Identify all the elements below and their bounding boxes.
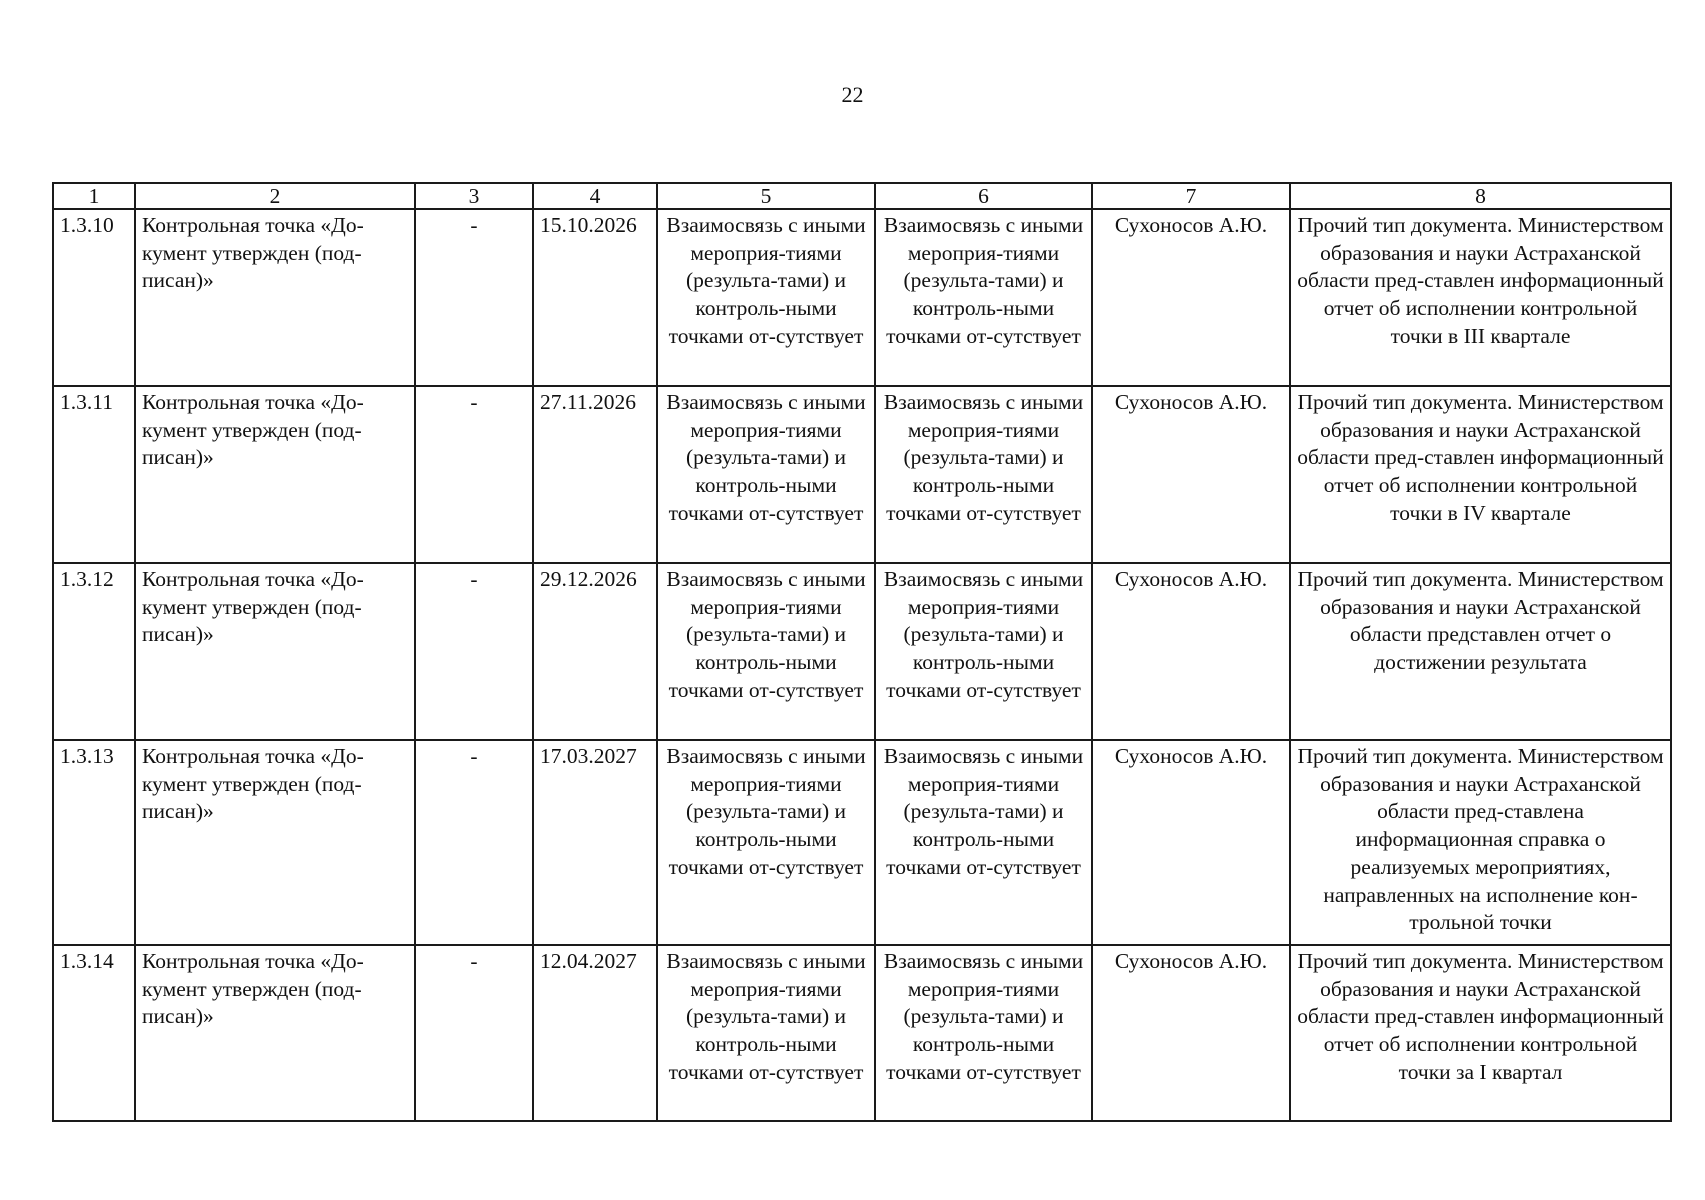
responsible-person: Сухоносов А.Ю. bbox=[1092, 209, 1290, 386]
header-col-2: 2 bbox=[135, 183, 415, 209]
document-description: Прочий тип документа. Министерством образования и науки Астраханской области пред-ставлен информационный отчет об исполнении контрольной точки в III квартале bbox=[1290, 209, 1671, 386]
relation-previous: Взаимосвязь с иными мероприя-тиями (результа-тами) и контроль-ными точками от-сутствует bbox=[657, 945, 875, 1121]
deadline-date: 12.04.2027 bbox=[533, 945, 657, 1121]
deadline-date: 27.11.2026 bbox=[533, 386, 657, 563]
table-header-row bbox=[53, 183, 1671, 209]
table-row bbox=[53, 740, 1671, 945]
document-description: Прочий тип документа. Министерством образования и науки Астраханской области пред-ставлена информационная справка о реализуемых мероприятиях, направленных на исполнение кон-трольной точки bbox=[1290, 740, 1671, 945]
relation-next: Взаимосвязь с иными мероприя-тиями (результа-тами) и контроль-ными точками от-сутствует bbox=[875, 740, 1092, 945]
row-number: 1.3.10 bbox=[53, 209, 135, 386]
header-col-3: 3 bbox=[415, 183, 533, 209]
table-row bbox=[53, 209, 1671, 386]
responsible-person: Сухоносов А.Ю. bbox=[1092, 945, 1290, 1121]
column-3-value: - bbox=[415, 386, 533, 563]
table-row bbox=[53, 563, 1671, 740]
control-points-table bbox=[52, 182, 1672, 1122]
column-3-value: - bbox=[415, 563, 533, 740]
deadline-date: 17.03.2027 bbox=[533, 740, 657, 945]
document-description: Прочий тип документа. Министерством образования и науки Астраханской области пред-ставлен информационный отчет об исполнении контрольной точки за I квартал bbox=[1290, 945, 1671, 1121]
header-col-5: 5 bbox=[657, 183, 875, 209]
relation-previous: Взаимосвязь с иными мероприя-тиями (результа-тами) и контроль-ными точками от-сутствует bbox=[657, 209, 875, 386]
control-point-name: Контрольная точка «До-кумент утвержден (под-писан)» bbox=[135, 563, 415, 740]
deadline-date: 29.12.2026 bbox=[533, 563, 657, 740]
row-number: 1.3.13 bbox=[53, 740, 135, 945]
relation-next: Взаимосвязь с иными мероприя-тиями (результа-тами) и контроль-ными точками от-сутствует bbox=[875, 209, 1092, 386]
column-3-value: - bbox=[415, 740, 533, 945]
relation-next: Взаимосвязь с иными мероприя-тиями (результа-тами) и контроль-ными точками от-сутствует bbox=[875, 386, 1092, 563]
header-col-4: 4 bbox=[533, 183, 657, 209]
table-row bbox=[53, 386, 1671, 563]
relation-next: Взаимосвязь с иными мероприя-тиями (результа-тами) и контроль-ными точками от-сутствует bbox=[875, 945, 1092, 1121]
responsible-person: Сухоносов А.Ю. bbox=[1092, 563, 1290, 740]
row-number: 1.3.14 bbox=[53, 945, 135, 1121]
column-3-value: - bbox=[415, 209, 533, 386]
row-number: 1.3.12 bbox=[53, 563, 135, 740]
column-3-value: - bbox=[415, 945, 533, 1121]
page-number: 22 bbox=[841, 82, 864, 107]
row-number: 1.3.11 bbox=[53, 386, 135, 563]
control-point-name: Контрольная точка «До-кумент утвержден (под-писан)» bbox=[135, 740, 415, 945]
header-col-1: 1 bbox=[53, 183, 135, 209]
control-point-name: Контрольная точка «До-кумент утвержден (под-писан)» bbox=[135, 945, 415, 1121]
control-point-name: Контрольная точка «До-кумент утвержден (под-писан)» bbox=[135, 209, 415, 386]
deadline-date: 15.10.2026 bbox=[533, 209, 657, 386]
relation-previous: Взаимосвязь с иными мероприя-тиями (результа-тами) и контроль-ными точками от-сутствует bbox=[657, 386, 875, 563]
control-point-name: Контрольная точка «До-кумент утвержден (под-писан)» bbox=[135, 386, 415, 563]
relation-previous: Взаимосвязь с иными мероприя-тиями (результа-тами) и контроль-ными точками от-сутствует bbox=[657, 563, 875, 740]
responsible-person: Сухоносов А.Ю. bbox=[1092, 740, 1290, 945]
table-row bbox=[53, 945, 1671, 1121]
responsible-person: Сухоносов А.Ю. bbox=[1092, 386, 1290, 563]
relation-previous: Взаимосвязь с иными мероприя-тиями (результа-тами) и контроль-ными точками от-сутствует bbox=[657, 740, 875, 945]
header-col-8: 8 bbox=[1290, 183, 1671, 209]
relation-next: Взаимосвязь с иными мероприя-тиями (результа-тами) и контроль-ными точками от-сутствует bbox=[875, 563, 1092, 740]
header-col-6: 6 bbox=[875, 183, 1092, 209]
document-description: Прочий тип документа. Министерством образования и науки Астраханской области пред-ставлен информационный отчет об исполнении контрольной точки в IV квартале bbox=[1290, 386, 1671, 563]
header-col-7: 7 bbox=[1092, 183, 1290, 209]
document-description: Прочий тип документа. Министерством образования и науки Астраханской области представлен отчет о достижении результата bbox=[1290, 563, 1671, 740]
